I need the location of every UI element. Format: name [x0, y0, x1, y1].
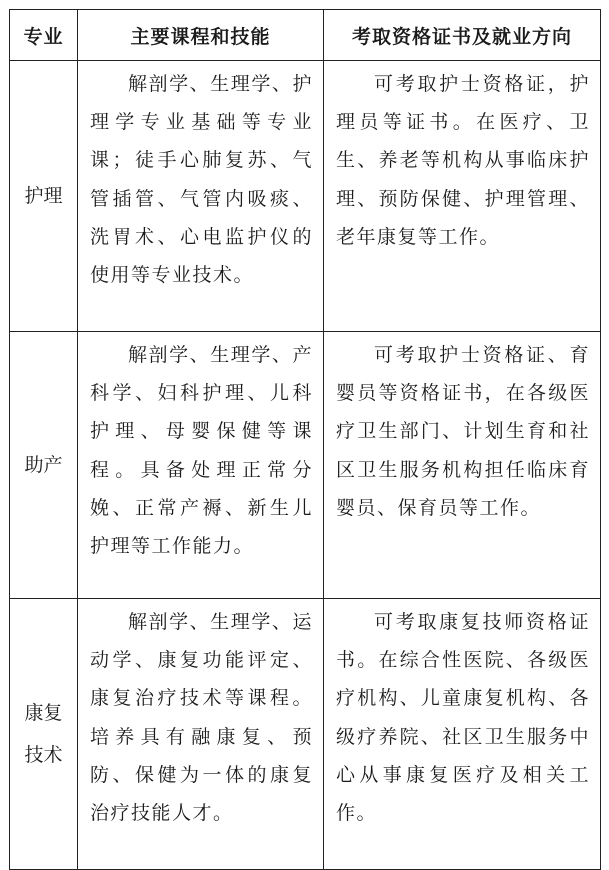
header-career: 考取资格证书及就业方向: [324, 10, 601, 61]
career-cell: 可考取康复技师资格证书。在综合性医院、各级医疗机构、儿童康复机构、各级疗养院、社区卫生服务中心从事康复医疗及相关工作。: [324, 599, 601, 870]
header-courses: 主要课程和技能: [78, 10, 324, 61]
table-row: [10, 599, 601, 870]
courses-cell: 解剖学、生理学、护理学专业基础等专业课；徒手心肺复苏、气管插管、气管内吸痰、洗胃术、心电监护仪的使用等专业技术。: [78, 61, 324, 332]
major-name-line-1: 康复: [24, 702, 63, 724]
major-cell: [10, 332, 78, 599]
header-major: 专业: [10, 10, 78, 61]
table-header-row: [10, 10, 601, 61]
courses-cell: 解剖学、生理学、运动学、康复功能评定、康复治疗技术等课程。培养具有融康复、预防、保健为一体的康复治疗技能人才。: [78, 599, 324, 870]
major-name-line-2: 技术: [24, 744, 63, 766]
major-name: 助产: [24, 454, 63, 476]
career-cell: 可考取护士资格证，护理员等证书。在医疗、卫生、养老等机构从事临床护理、预防保健、护理管理、老年康复等工作。: [324, 61, 601, 332]
career-cell: 可考取护士资格证、育婴员等资格证书，在各级医疗卫生部门、计划生育和社区卫生服务机构担任临床育婴员、保育员等工作。: [324, 332, 601, 599]
courses-cell: 解剖学、生理学、产科学、妇科护理、儿科护理、母婴保健等课程。具备处理正常分娩、正常产褥、新生儿护理等工作能力。: [78, 332, 324, 599]
majors-table-wrapper: [9, 9, 601, 870]
table-row: [10, 61, 601, 332]
major-name: 护理: [24, 185, 63, 207]
majors-table: [9, 9, 601, 870]
major-cell: [10, 599, 78, 870]
table-row: [10, 332, 601, 599]
major-cell: [10, 61, 78, 332]
